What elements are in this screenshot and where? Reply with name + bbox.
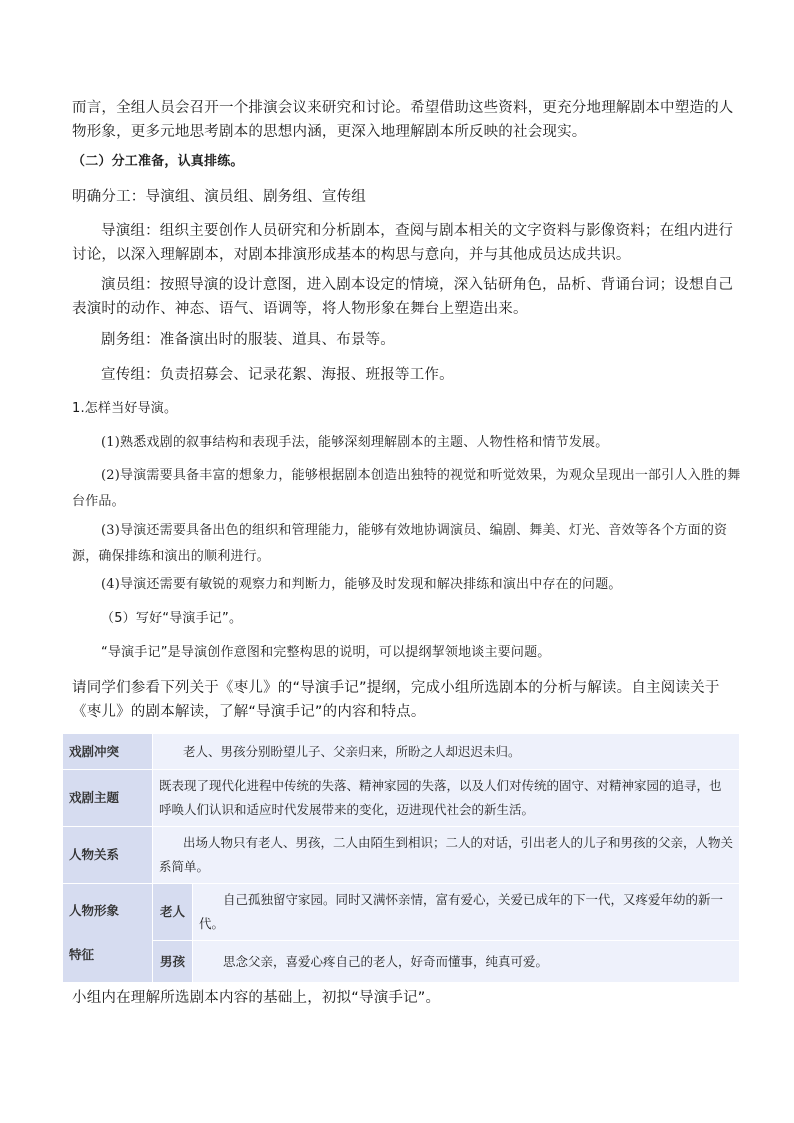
instruction-paragraph: 请同学们参看下列关于《枣儿》的“导演手记”提纲，完成小组所选剧本的分析与解读。自主阅读关于《枣儿》的剧本解读，了解“导演手记”的内容和特点。 — [72, 680, 720, 720]
closing-paragraph: 小组内在理解所选剧本内容的基础上，初拟“导演手记”。 — [72, 990, 441, 1006]
character-image-label-line1: 人物形象 — [69, 903, 120, 918]
conflict-label: 戏剧冲突 — [63, 734, 153, 770]
table-row — [63, 884, 740, 941]
theme-label: 戏剧主题 — [63, 770, 153, 827]
boy-text: 思念父亲，喜爱心疼自己的老人，好奇而懂事，纯真可爱。 — [193, 941, 740, 983]
character-image-label — [63, 884, 153, 983]
table-row — [63, 827, 740, 884]
director-group-paragraph: 导演组：组织主要创作人员研究和分析剧本，查阅与剧本相关的文字资料与影像资料；在组内进行讨论，以深入理解剧本，对剧本排演形成基本的构思与意向，并与其他成员达成共识。 — [72, 223, 734, 263]
director-item-5: （5）写好“导演手记”。 — [101, 611, 243, 626]
table-row — [63, 770, 740, 827]
how-to-direct-heading: 1.怎样当好导演。 — [72, 401, 178, 416]
old-man-text: 自己孤独留守家园。同时又满怀亲情，富有爱心，关爱已成年的下一代，又疼爱年幼的新一代。 — [193, 884, 740, 941]
relation-label: 人物关系 — [63, 827, 153, 884]
director-notes-paragraph: “导演手记”是导演创作意图和完整构思的说明，可以提纲挈领地谈主要问题。 — [101, 645, 551, 660]
old-man-label: 老人 — [153, 884, 193, 941]
script-analysis-table — [62, 733, 740, 983]
director-item-4: (4)导演还需要有敏锐的观察力和判断力，能够及时发现和解决排练和演出中存在的问题。 — [101, 577, 622, 592]
character-image-label-line2: 特征 — [69, 947, 95, 962]
publicity-group-paragraph: 宣传组：负责招募会、记录花絮、海报、班报等工作。 — [101, 367, 454, 383]
theme-text: 既表现了现代化进程中传统的失落、精神家园的失落，以及人们对传统的固守、对精神家园的追寻，也呼唤人们认识和适应时代发展带来的变化，迈进现代社会的新生活。 — [153, 770, 740, 827]
table-row — [63, 941, 740, 983]
affairs-group-paragraph: 剧务组：准备演出时的服装、道具、布景等。 — [101, 332, 395, 348]
director-item-1: (1)熟悉戏剧的叙事结构和表现手法，能够深刻理解剧本的主题、人物性格和情节发展。 — [101, 435, 609, 450]
conflict-text: 老人、男孩分别盼望儿子、父亲归来，所盼之人却迟迟未归。 — [153, 734, 740, 770]
director-item-3: (3)导演还需要具备出色的组织和管理能力，能够有效地协调演员、编剧、舞美、灯光、音效等各个方面的资源，确保排练和演出的顺利进行。 — [72, 523, 728, 564]
actor-group-paragraph: 演员组：按照导演的设计意图，进入剧本设定的情境，深入钻研角色，品析、背诵台词；设想自己表演时的动作、神态、语气、语调等，将人物形象在舞台上塑造出来。 — [72, 277, 734, 317]
division-line: 明确分工：导演组、演员组、剧务组、宣传组 — [72, 189, 366, 205]
relation-text: 出场人物只有老人、男孩，二人由陌生到相识；二人的对话，引出老人的儿子和男孩的父亲，人物关系简单。 — [153, 827, 740, 884]
table-row — [63, 734, 740, 770]
section-heading: （二）分工准备，认真排练。 — [72, 154, 244, 169]
boy-label: 男孩 — [153, 941, 193, 983]
director-item-2: (2)导演需要具备丰富的想象力，能够根据剧本创造出独特的视觉和听觉效果，为观众呈现出一部引人入胜的舞台作品。 — [72, 468, 741, 509]
intro-paragraph: 而言，全组人员会召开一个排演会议来研究和讨论。希望借助这些资料，更充分地理解剧本中塑造的人物形象，更多元地思考剧本的思想内涵，更深入地理解剧本所反映的社会现实。 — [72, 100, 734, 140]
